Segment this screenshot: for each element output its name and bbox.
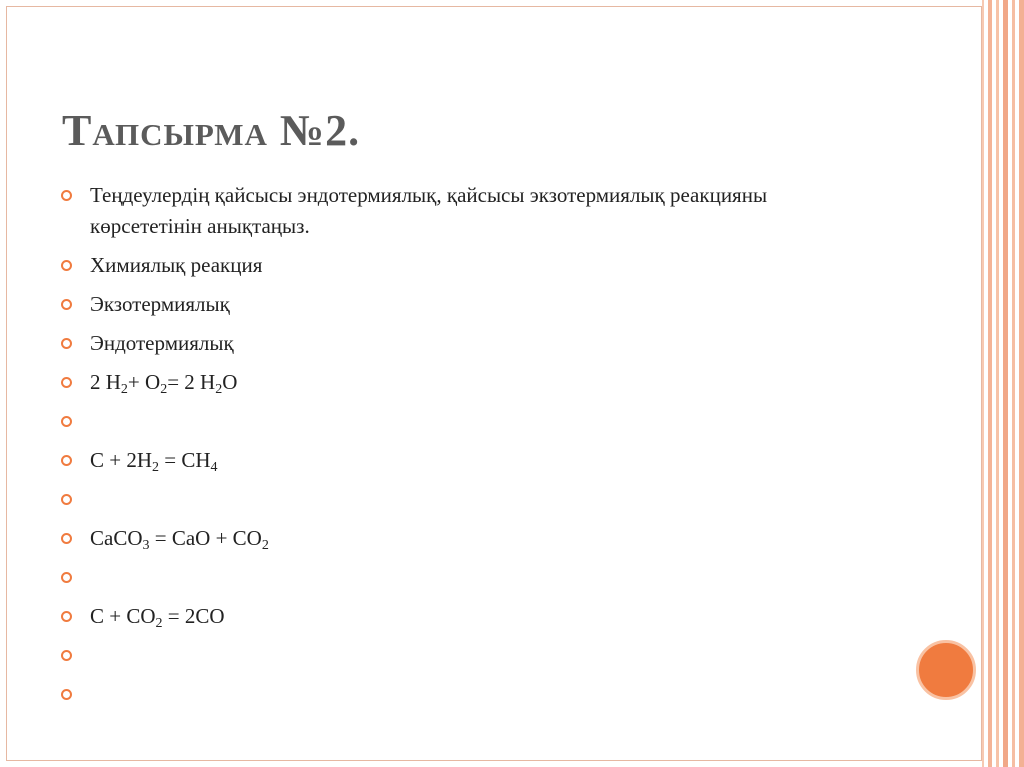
formula-part: 2 H [90, 370, 121, 394]
formula-part: = 2 H [167, 370, 216, 394]
bullet-item-endothermic [60, 328, 840, 359]
bullet-circle-icon [61, 572, 72, 583]
stripe [982, 0, 984, 767]
bullet-item-exothermic [60, 289, 840, 320]
formula-part: O [222, 370, 238, 394]
formula-part: = CH [159, 448, 211, 472]
formula-part: C + CO [90, 604, 156, 628]
bullet-circle-icon [61, 299, 72, 310]
formula-subscript: 2 [155, 616, 163, 631]
bullet-text: Теңдеулердің қайсысы эндотермиялық, қайсысы экзотермиялық реакцияны көрсететінін анықтаңыз. [90, 183, 768, 238]
stripe [1012, 0, 1015, 767]
equation-water [90, 370, 238, 397]
formula-subscript: 2 [215, 382, 223, 397]
formula-subscript: 2 [120, 382, 128, 397]
equation-methane [90, 448, 218, 475]
bullet-text: Эндотермиялық [90, 331, 234, 355]
stripe [988, 0, 992, 767]
formula-subscript: 2 [160, 382, 168, 397]
bullet-item-empty [60, 679, 840, 710]
formula-part: C + 2H [90, 448, 153, 472]
formula-part: = 2CO [162, 604, 225, 628]
bullet-item-formula-calcium-carbonate [60, 523, 840, 554]
bullet-circle-icon [61, 689, 72, 700]
bullet-text: Химиялық реакция [90, 253, 263, 277]
bullet-circle-icon [61, 494, 72, 505]
bullet-circle-icon [61, 650, 72, 661]
stripe [996, 0, 999, 767]
stripe [1019, 0, 1024, 767]
bullet-circle-icon [61, 455, 72, 466]
bullet-circle-icon [61, 416, 72, 427]
bullet-item-empty [60, 640, 840, 671]
bullet-item-empty [60, 562, 840, 593]
formula-part: CaCO [90, 526, 143, 550]
bullet-text: Экзотермиялық [90, 292, 230, 316]
bullet-circle-icon [61, 260, 72, 271]
slide-title: Тапсырма №2. [62, 106, 361, 155]
bullet-item-empty [60, 484, 840, 515]
bullet-item-empty [60, 406, 840, 437]
bullet-list [60, 180, 840, 718]
stripe [1003, 0, 1008, 767]
bullet-item-formula-carbon-monoxide [60, 601, 840, 632]
bullet-circle-icon [61, 190, 72, 201]
bullet-item-reaction [60, 250, 840, 281]
bullet-item-formula-water [60, 367, 840, 398]
formula-part: = CaO + CO [149, 526, 262, 550]
formula-part: + O [127, 370, 161, 394]
decorative-stripes [982, 0, 1024, 767]
formula-subscript: 3 [142, 538, 150, 553]
bullet-circle-icon [61, 377, 72, 388]
decorative-circle [916, 640, 976, 700]
bullet-circle-icon [61, 611, 72, 622]
bullet-item-formula-methane [60, 445, 840, 476]
bullet-item-task [60, 180, 840, 242]
formula-subscript: 4 [210, 460, 218, 475]
formula-subscript: 2 [261, 538, 269, 553]
bullet-circle-icon [61, 338, 72, 349]
formula-subscript: 2 [152, 460, 160, 475]
equation-carbon-monoxide [90, 604, 225, 631]
bullet-circle-icon [61, 533, 72, 544]
equation-calcium-carbonate [90, 526, 269, 553]
